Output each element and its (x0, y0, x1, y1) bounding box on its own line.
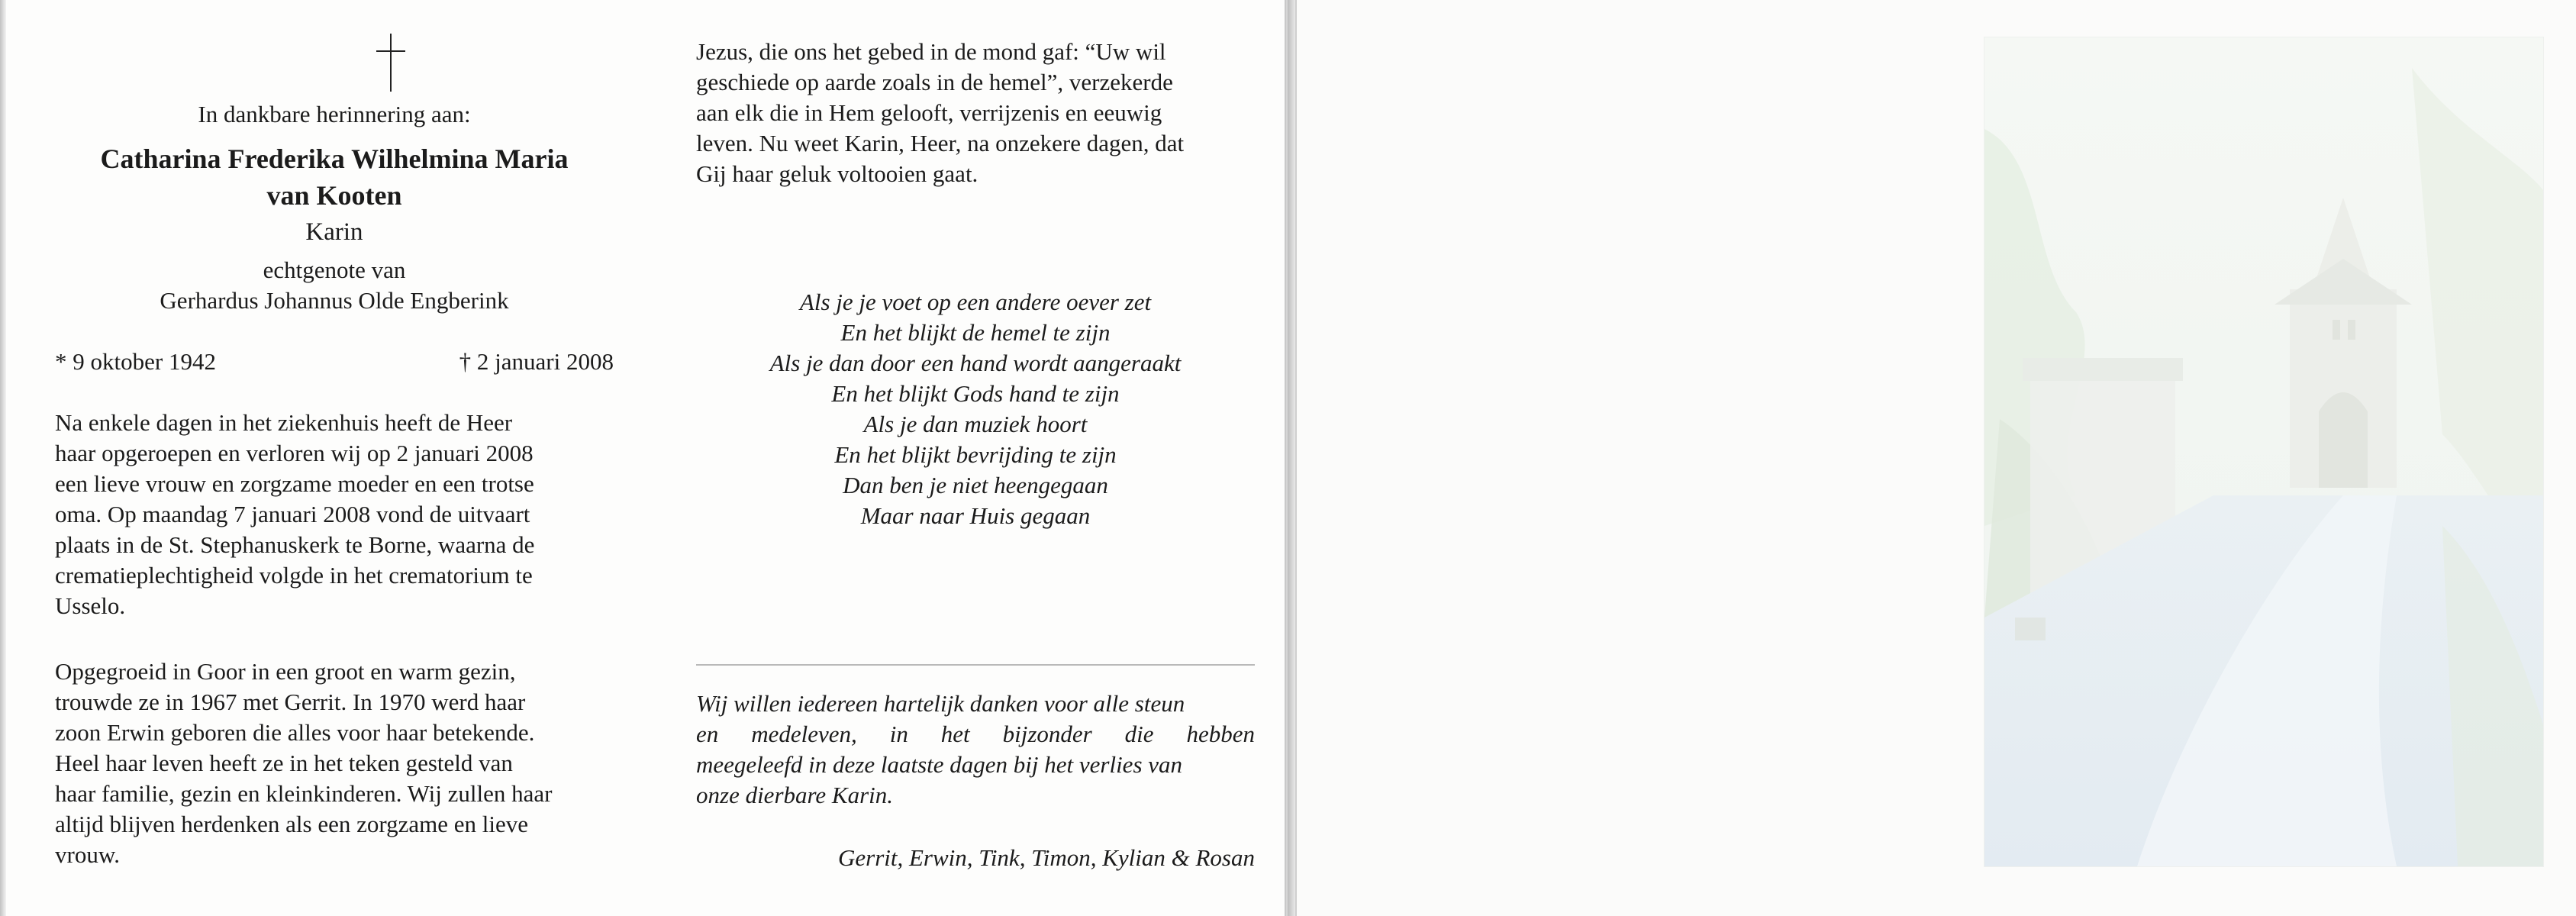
text-line: meegeleefd in deze laatste dagen bij het verlies van (696, 751, 1183, 778)
dates-row (55, 347, 614, 377)
signature: Gerrit, Erwin, Tink, Timon, Kylian & Rosan (838, 844, 1255, 871)
spouse-intro: echtgenote van (263, 256, 406, 283)
card-fold (1288, 0, 1295, 916)
paragraph-life (55, 656, 614, 870)
text-line: leven. Nu weet Karin, Heer, na onzekere dagen, dat (696, 130, 1185, 156)
poem-line: En het blijkt Gods hand te zijn (831, 380, 1120, 407)
nickname: Karin (305, 218, 363, 246)
text-line: Na enkele dagen in het ziekenhuis heeft de Heer (55, 409, 513, 436)
text-line: een lieve vrouw en zorgzame moeder en een trotse (55, 470, 534, 497)
text-line: Opgegroeid in Goor in een groot en warm gezin, (55, 658, 516, 685)
page-edge (0, 0, 6, 916)
spouse-name: Gerhardus Johannus Olde Engberink (160, 287, 509, 314)
deceased-name-line2: van Kooten (266, 180, 402, 211)
poem-line: En het blijkt de hemel te zijn (840, 319, 1111, 346)
text-line: Gij haar geluk voltooien gaat. (696, 160, 978, 187)
poem-line: Dan ben je niet heengegaan (843, 472, 1108, 498)
text-line: altijd blijven herdenken als een zorgzame en lieve (55, 811, 529, 837)
text-line: Heel haar leven heeft ze in het teken gesteld van (55, 750, 513, 776)
divider-line (696, 664, 1255, 666)
poem (696, 287, 1255, 531)
text-line: crematieplechtigheid volgde in het crematorium te (55, 562, 533, 589)
text-line: aan elk die in Hem gelooft, verrijzenis en eeuwig (696, 99, 1162, 126)
card-inner-right-page (1295, 0, 2576, 916)
text-line: plaats in de St. Stephanuskerk te Borne, waarna de (55, 531, 535, 558)
thanks-paragraph (696, 689, 1255, 811)
poem-line: Als je dan door een hand wordt aangeraakt (769, 350, 1182, 376)
card-inner-left-page (0, 0, 1286, 916)
poem-line: Als je dan muziek hoort (863, 411, 1088, 437)
text-line: oma. Op maandag 7 januari 2008 vond de uitvaart (55, 501, 530, 527)
faded-church-photo (1984, 37, 2544, 867)
death-date: † 2 januari 2008 (459, 348, 614, 375)
poem-line: Als je je voet op een andere oever zet (799, 289, 1152, 315)
church-illustration (1984, 37, 2543, 866)
poem-line: En het blijkt bevrijding te zijn (834, 441, 1117, 468)
text-line: haar opgeroepen en verloren wij op 2 januari 2008 (55, 440, 534, 466)
deceased-name-line1: Catharina Frederika Wilhelmina Maria (100, 144, 569, 174)
paragraph-passing (55, 408, 614, 621)
text-line: vrouw. (55, 841, 120, 868)
birth-date: * 9 oktober 1942 (55, 348, 216, 375)
text-line: Usselo. (55, 592, 126, 619)
text-line: onze dierbare Karin. (696, 782, 894, 808)
poem-line: Maar naar Huis gegaan (860, 502, 1091, 529)
prayer-paragraph (696, 37, 1255, 189)
text-line: Wij willen iedereen hartelijk danken voor alle steun (696, 690, 1185, 717)
text-line: en medeleven, in het bijzonder die hebben (696, 721, 1255, 747)
text-line: trouwde ze in 1967 met Gerrit. In 1970 werd haar (55, 689, 526, 715)
intro-text: In dankbare herinnering aan: (198, 101, 471, 127)
text-line: zoon Erwin geboren die alles voor haar betekende. (55, 719, 535, 746)
text-line: Jezus, die ons het gebed in de mond gaf: “Uw wil (696, 38, 1166, 65)
cross-icon (374, 34, 408, 92)
text-line: haar familie, gezin en kleinkinderen. Wij zullen haar (55, 780, 553, 807)
text-line: geschiede op aarde zoals in de hemel”, verzekerde (696, 69, 1173, 95)
